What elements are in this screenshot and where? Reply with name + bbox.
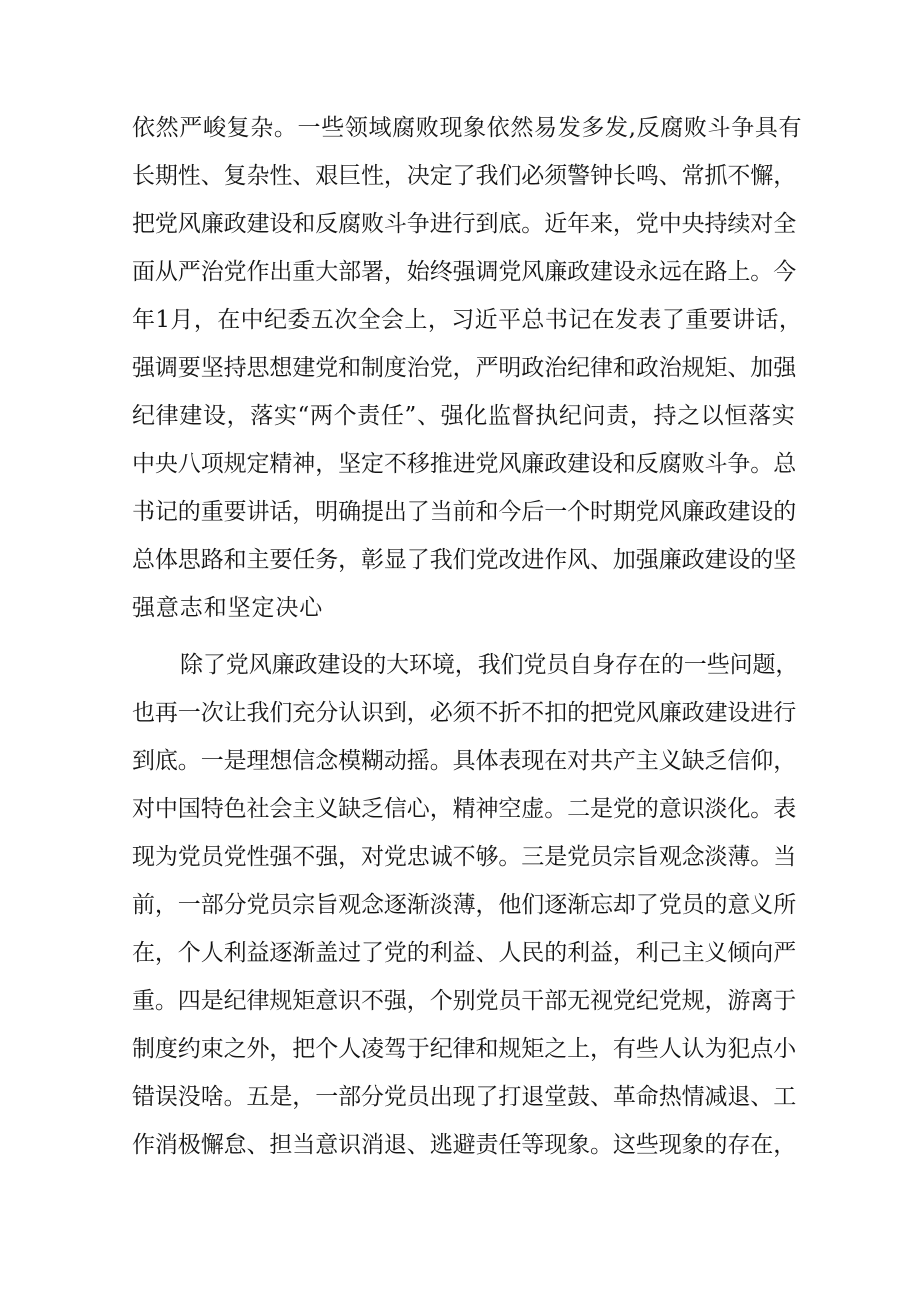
- text-line: 强意志和坚定决心: [132, 595, 324, 621]
- text-line: 书记的重要讲话，明确提出了当前和今后一个时期党风廉政建设的: [132, 499, 797, 525]
- text-line: 把党风廉政建设和反腐败斗争进行到底。近年来，党中央持续对全: [132, 211, 797, 237]
- text-line: 面从严治党作出重大部署，始终强调党风廉政建设永远在路上。今: [132, 259, 797, 285]
- text-line: 在，个人利益逐渐盖过了党的利益、人民的利益，利己主义倾向严: [132, 940, 797, 966]
- text-line: 强调要坚持思想建党和制度治党，严明政治纪律和政治规矩、加强: [132, 355, 797, 381]
- text-line: 错误没啥。五是，一部分党员出现了打退堂鼓、革命热情减退、工: [132, 1084, 797, 1110]
- text-line: 作消极懈怠、担当意识消退、逃避责任等现象。这些现象的存在，: [132, 1132, 797, 1158]
- text-line: 制度约束之外，把个人凌驾于纪律和规矩之上，有些人认为犯点小: [132, 1036, 797, 1062]
- text-line: 现为党员党性强不强，对党忠诚不够。三是党员宗旨观念淡薄。当: [132, 844, 797, 870]
- text-line: 对中国特色社会主义缺乏信心，精神空虚。二是党的意识淡化。表: [132, 796, 797, 822]
- text-line: 前，一部分党员宗旨观念逐渐淡薄，他们逐渐忘却了党员的意义所: [132, 892, 797, 918]
- text-line: 也再一次让我们充分认识到，必须不折不扣的把党风廉政建设进行: [132, 700, 797, 726]
- text-line: 重。四是纪律规矩意识不强，个别党员干部无视党纪党规，游离于: [132, 988, 797, 1014]
- text-line: 依然严峻复杂。一些领域腐败现象依然易发多发,反腐败斗争具有: [132, 115, 803, 141]
- text-line: 纪律建设，落实“两个责任”、强化监督执纪问责，持之以恒落实: [132, 403, 796, 429]
- text-line: 长期性、复杂性、艰巨性，决定了我们必须警钟长鸣、常抓不懈，: [132, 163, 797, 189]
- text-line: 年1月，在中纪委五次全会上，习近平总书记在发表了重要讲话，: [132, 307, 803, 333]
- text-line: 到底。一是理想信念模糊动摇。具体表现在对共产主义缺乏信仰，: [132, 748, 797, 774]
- text-line: 总体思路和主要任务，彰显了我们党改进作风、加强廉政建设的坚: [132, 547, 797, 573]
- text-line: 除了党风廉政建设的大环境，我们党员自身存在的一些问题，: [180, 652, 799, 678]
- text-line: 中央八项规定精神，坚定不移推进党风廉政建设和反腐败斗争。总: [132, 451, 797, 477]
